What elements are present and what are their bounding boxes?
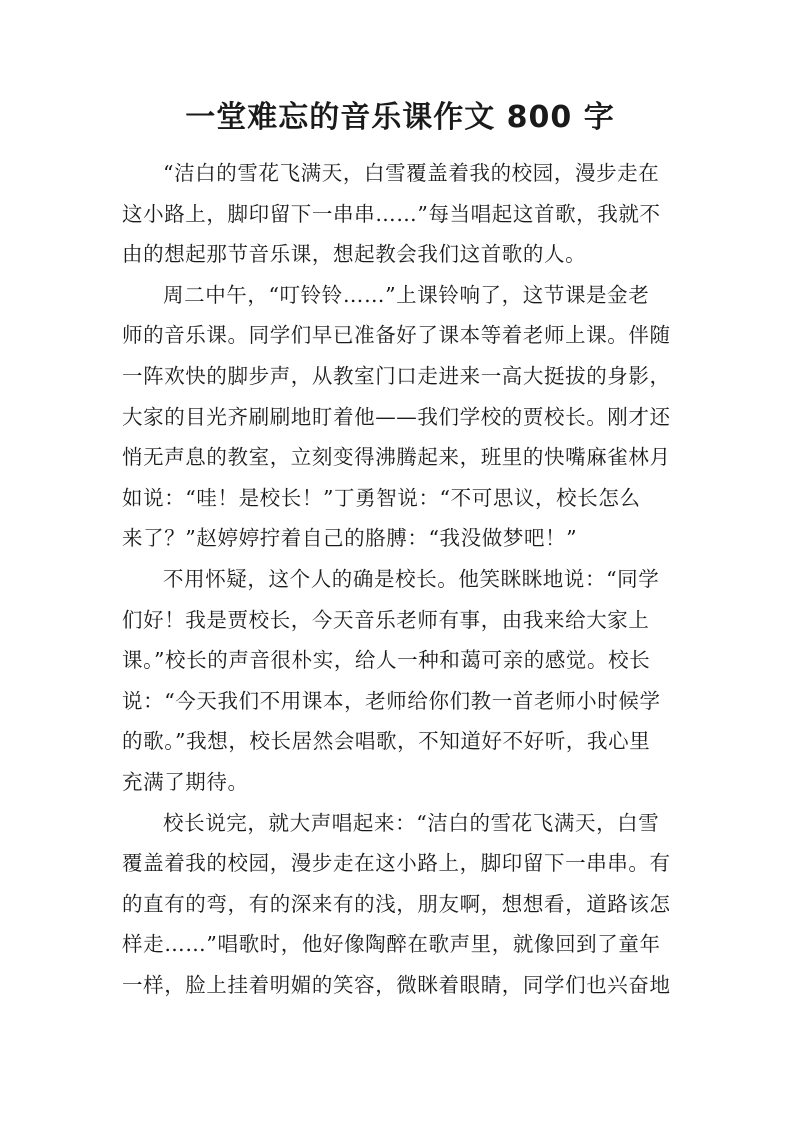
text-line: 一阵欢快的脚步声，从教室门口走进来一高大挺拔的身影， [122, 363, 671, 388]
essay-body [122, 153, 682, 1005]
text-line: 覆盖着我的校园，漫步走在这小路上，脚印留下一串串。有 [122, 851, 671, 876]
text-line: 课。”校长的声音很朴实，给人一种和蔼可亲的感觉。校长 [122, 648, 651, 673]
text-line: 一样，脸上挂着明媚的笑容，微眯着眼睛，同学们也兴奋地 [122, 972, 671, 997]
text-line: 这小路上，脚印留下一串串……”每当唱起这首歌，我就不 [122, 201, 661, 226]
text-line: 校长说完，就大声唱起来：“洁白的雪花飞满天，白雪 [163, 810, 660, 835]
text-line: 来了？”赵婷婷拧着自己的胳膊：“我没做梦吧！” [122, 526, 578, 551]
text-line: 如说：“哇！是校长！”丁勇智说：“不可思议，校长怎么 [122, 485, 641, 510]
text-line: 样走……”唱歌时，他好像陶醉在歌声里，就像回到了童年 [122, 932, 661, 957]
paragraph-4 [122, 803, 682, 1006]
text-line: 们好！我是贾校长，今天音乐老师有事，由我来给大家上 [122, 607, 650, 632]
text-line: 由的想起那节音乐课，想起教会我们这首歌的人。 [122, 242, 587, 267]
paragraph-1 [122, 153, 682, 275]
text-line: 悄无声息的教室，立刻变得沸腾起来，班里的快嘴麻雀林月 [122, 445, 671, 470]
text-line: 说：“今天我们不用课本，老师给你们教一首老师小时候学 [122, 688, 661, 713]
text-line: 充满了期待。 [122, 769, 249, 794]
page-title: 一堂难忘的音乐课作文 800 字 [185, 100, 615, 135]
text-line: “洁白的雪花飞满天，白雪覆盖着我的校园，漫步走在 [163, 161, 660, 185]
text-line: 的直有的弯，有的深来有的浅，朋友啊，想想看，道路该怎 [122, 891, 671, 916]
text-line: 周二中午，“叮铃铃……”上课铃响了，这节课是金老 [163, 282, 650, 307]
text-line: 师的音乐课。同学们早已准备好了课本等着老师上课。伴随 [122, 323, 671, 348]
text-line: 不用怀疑，这个人的确是校长。他笑眯眯地说：“同学 [163, 566, 660, 591]
text-line: 大家的目光齐刷刷地盯着他——我们学校的贾校长。刚才还 [122, 404, 671, 429]
text-line: 的歌。”我想，校长居然会唱歌，不知道好不好听，我心里 [122, 729, 651, 754]
paragraph-2 [122, 275, 682, 559]
paragraph-3 [122, 559, 682, 803]
